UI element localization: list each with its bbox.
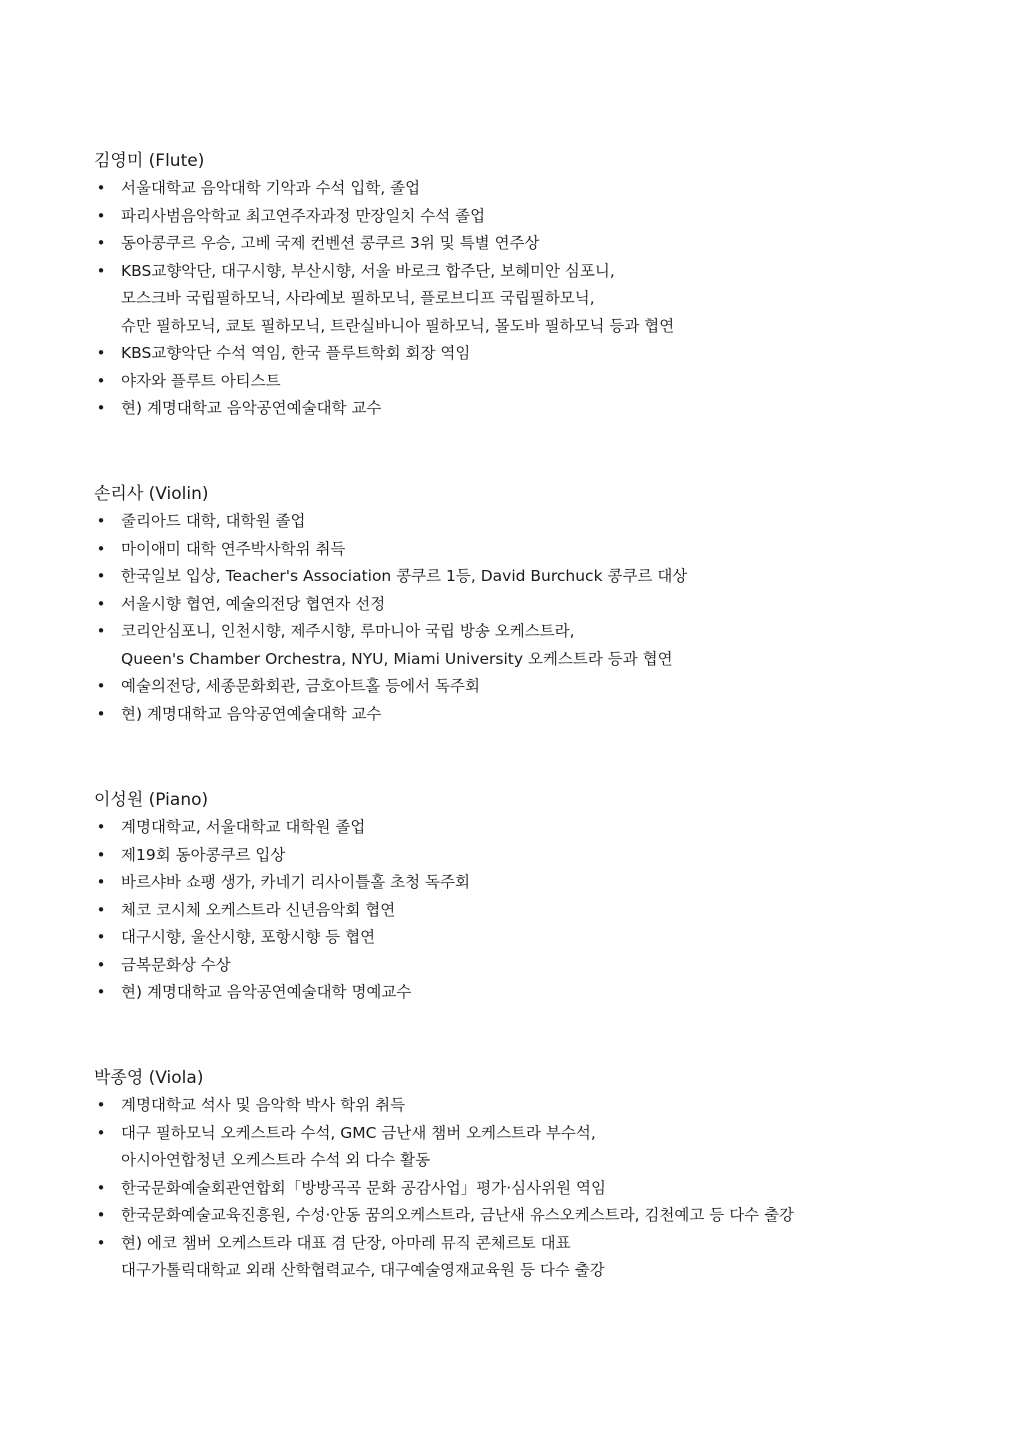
list-item-text: 코리안심포니, 인천시향, 제주시향, 루마니아 국립 방송 오케스트라, [121, 622, 575, 640]
bullet-icon: • [96, 983, 106, 1001]
list-item [94, 897, 974, 925]
list-item-text: 아시아연합청년 오케스트라 수석 외 다수 활동 [121, 1151, 431, 1169]
list-item-text: KBS교향악단, 대구시향, 부산시향, 서울 바로크 합주단, 보헤미안 심포니, [121, 261, 615, 280]
bullet-icon: • [96, 704, 106, 723]
list-item-text: 대구가톨릭대학교 외래 산학협력교수, 대구예술영재교육원 등 다수 출강 [121, 1261, 605, 1279]
profile-section-viola [94, 1065, 974, 1285]
list-item-text: 대구시향, 울산시향, 포항시향 등 협연 [121, 928, 376, 946]
bullet-icon: • [96, 1206, 106, 1224]
bullet-icon: • [96, 179, 106, 197]
list-item [94, 701, 974, 729]
list-item [94, 203, 974, 231]
list-item-text: 현) 계명대학교 음악공연예술대학 교수 [121, 399, 382, 417]
bullet-list [94, 175, 974, 423]
bullet-icon: • [96, 234, 106, 252]
list-item [94, 258, 974, 341]
list-item [94, 395, 974, 423]
bullet-icon: • [96, 900, 106, 919]
bullet-icon: • [96, 845, 106, 864]
bullet-icon: • [96, 622, 106, 640]
list-item-text: 현) 계명대학교 음악공연예술대학 교수 [121, 704, 382, 723]
list-item [94, 508, 974, 536]
list-item-text: 계명대학교, 서울대학교 대학원 졸업 [121, 818, 366, 836]
list-item-text: KBS교향악단 수석 역임, 한국 플루트학회 회장 역임 [121, 344, 471, 362]
section-heading: 이성원 (Piano) [94, 790, 209, 810]
list-item [94, 536, 974, 564]
list-item [94, 1175, 974, 1203]
bullet-icon: • [96, 567, 106, 585]
bullet-icon: • [96, 261, 106, 280]
list-item-text: 슈만 필하모닉, 쿄토 필하모닉, 트란실바니아 필하모닉, 몰도바 필하모닉 등과 협연 [121, 316, 675, 335]
list-item-text: 한국일보 입상, Teacher's Association 콩쿠르 1등, David Burchuck 콩쿠르 대상 [121, 567, 688, 585]
section-heading: 박종영 (Viola) [94, 1068, 204, 1088]
list-item [94, 340, 974, 368]
list-item-text: 한국문화예술회관연합회「방방곡곡 문화 공감사업」평가·심사위원 역임 [121, 1178, 606, 1197]
profile-section-flute [94, 148, 974, 423]
profile-section-violin [94, 481, 974, 728]
section-heading: 김영미 (Flute) [94, 151, 205, 171]
list-item [94, 175, 974, 203]
list-item-text: 동아콩쿠르 우승, 고베 국제 컨벤션 콩쿠르 3위 및 특별 연주상 [121, 234, 540, 252]
bullet-icon: • [96, 344, 106, 362]
profile-section-piano [94, 787, 974, 1007]
list-item [94, 1202, 974, 1230]
list-item-text: 한국문화예술교육진흥원, 수성·안동 꿈의오케스트라, 금난새 유스오케스트라, 김천예고 등 다수 출강 [121, 1206, 795, 1224]
bullet-icon: • [96, 873, 106, 891]
list-item-text: 서울시향 협연, 예술의전당 협연자 선정 [121, 594, 386, 613]
bullet-icon: • [96, 677, 106, 695]
list-item-text: 계명대학교 석사 및 음악학 박사 학위 취득 [121, 1096, 406, 1114]
bullet-icon: • [96, 818, 106, 836]
list-item-text: 야자와 플루트 아티스트 [121, 371, 281, 390]
list-item-text: 바르샤바 쇼팽 생가, 카네기 리사이틀홀 초청 독주회 [121, 873, 470, 891]
bullet-list [94, 508, 974, 728]
list-item [94, 1092, 974, 1120]
list-item-text: 줄리아드 대학, 대학원 졸업 [121, 512, 306, 530]
list-item-text: 서울대학교 음악대학 기악과 수석 입학, 졸업 [121, 179, 421, 197]
list-item [94, 869, 974, 897]
bullet-icon: • [96, 1178, 106, 1197]
bullet-icon: • [96, 955, 106, 974]
list-item [94, 1230, 974, 1285]
list-item-text: 현) 계명대학교 음악공연예술대학 명예교수 [121, 983, 412, 1001]
bullet-icon: • [96, 399, 106, 417]
list-item-text: 제19회 동아콩쿠르 입상 [121, 845, 286, 864]
bullet-list [94, 1092, 974, 1285]
bullet-icon: • [96, 1233, 106, 1252]
list-item-text: Queen's Chamber Orchestra, NYU, Miami University 오케스트라 등과 협연 [121, 649, 673, 668]
bullet-icon: • [96, 594, 106, 613]
bullet-icon: • [96, 371, 106, 390]
list-item [94, 924, 974, 952]
list-item [94, 368, 974, 396]
list-item [94, 673, 974, 701]
bullet-icon: • [96, 512, 106, 530]
list-item [94, 979, 974, 1007]
bullet-icon: • [96, 206, 106, 225]
list-item [94, 618, 974, 673]
list-item [94, 952, 974, 980]
list-item-text: 모스크바 국립필하모닉, 사라예보 필하모닉, 플로브디프 국립필하모닉, [121, 289, 595, 307]
list-item-text: 예술의전당, 세종문화회관, 금호아트홀 등에서 독주회 [121, 677, 480, 695]
list-item [94, 814, 974, 842]
list-item [94, 230, 974, 258]
list-item-text: 금복문화상 수상 [121, 955, 231, 974]
bullet-icon: • [96, 1123, 106, 1142]
bullet-list [94, 814, 974, 1007]
bullet-icon: • [96, 539, 106, 558]
list-item-text: 대구 필하모닉 오케스트라 수석, GMC 금난새 챔버 오케스트라 부수석, [121, 1123, 596, 1142]
list-item [94, 842, 974, 870]
list-item-text: 현) 에코 챔버 오케스트라 대표 겸 단장, 아마레 뮤직 콘체르토 대표 [121, 1233, 571, 1252]
list-item [94, 563, 974, 591]
list-item-text: 체코 코시체 오케스트라 신년음악회 협연 [121, 900, 396, 919]
bullet-icon: • [96, 1096, 106, 1114]
list-item-text: 마이애미 대학 연주박사학위 취득 [121, 539, 346, 558]
list-item [94, 591, 974, 619]
section-heading: 손리사 (Violin) [94, 484, 209, 504]
list-item-text: 파리사범음악학교 최고연주자과정 만장일치 수석 졸업 [121, 206, 486, 225]
list-item [94, 1120, 974, 1175]
bullet-icon: • [96, 928, 106, 946]
